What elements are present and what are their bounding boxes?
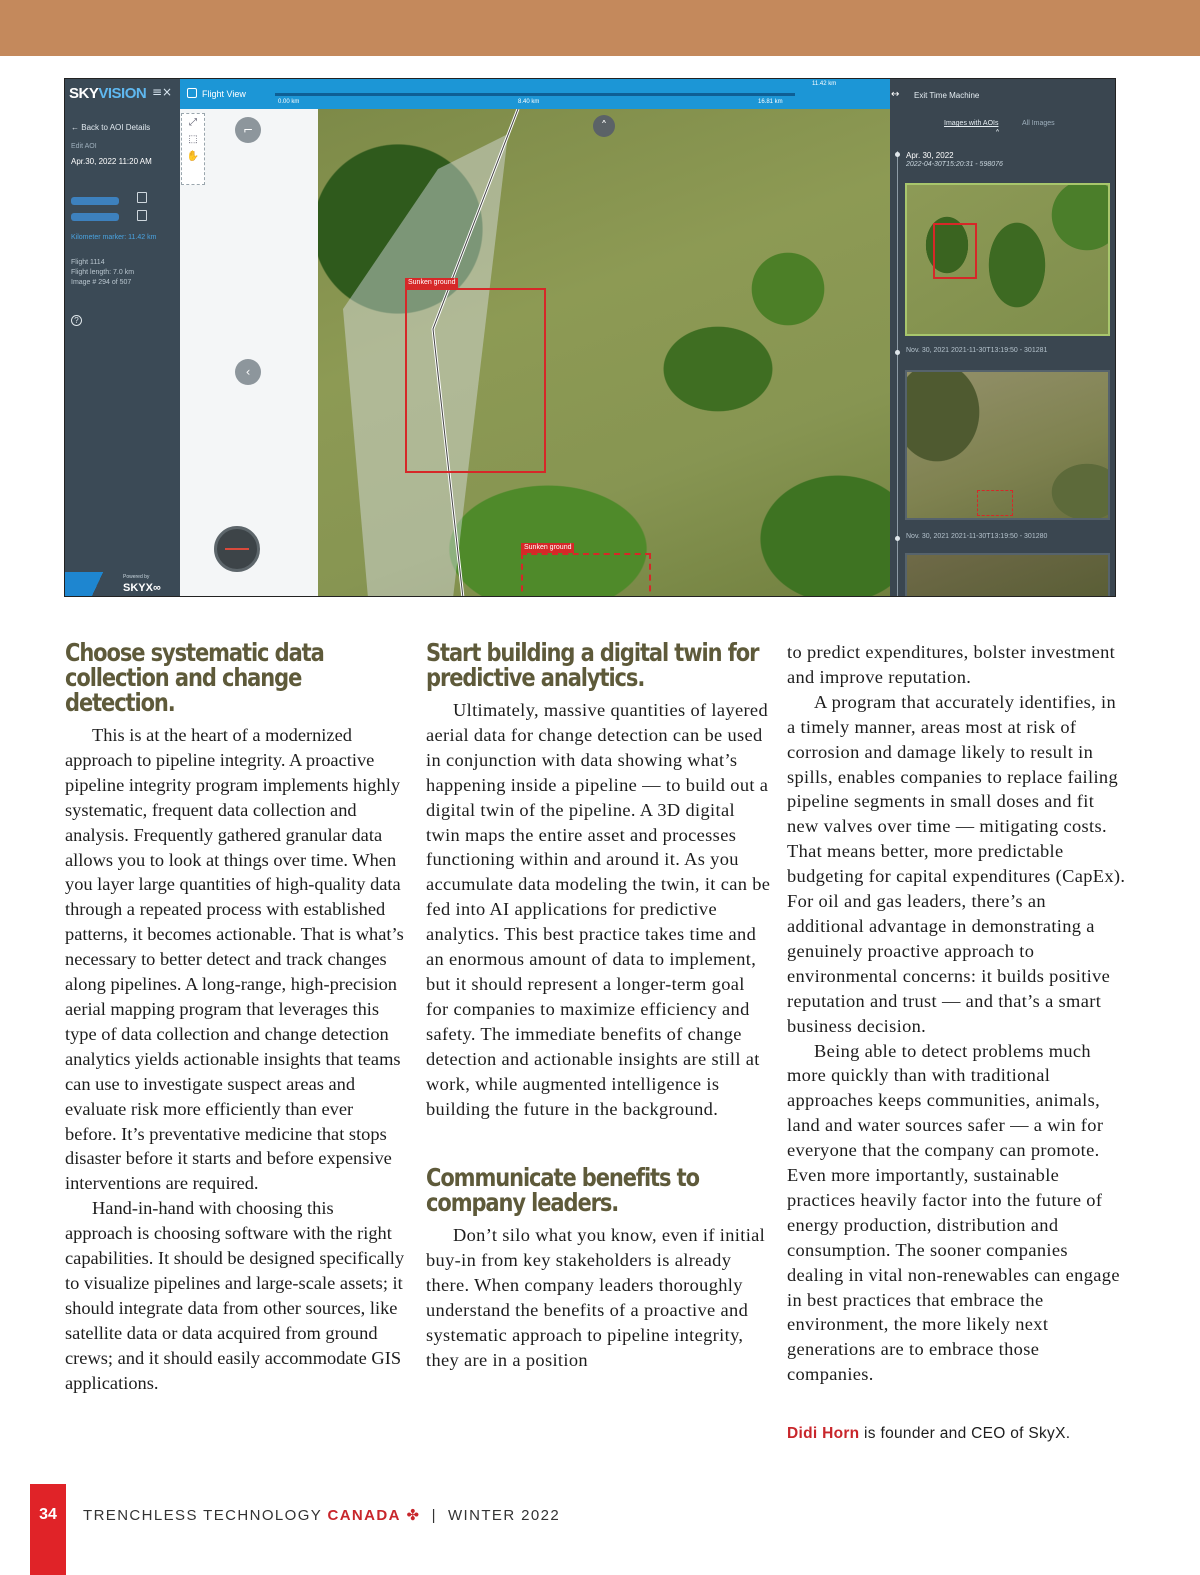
page-number-bar bbox=[30, 1484, 66, 1575]
paragraph: Hand-in-hand with choosing this approach is choosing software with the right capabilities. It should be designed specifically to visualize pipelines and large-scale assets; it should integrate data from other sources, like satellite data or data acquired from ground crews; and it should easily accommodate GIS applications. bbox=[65, 1198, 405, 1393]
copy-icon[interactable] bbox=[137, 210, 147, 221]
help-icon[interactable]: ? bbox=[71, 315, 82, 326]
shot1-id: 2022-04-30T15:20:31 - 598076 bbox=[906, 161, 1003, 168]
fullscreen-icon[interactable]: ⤢ bbox=[189, 117, 197, 128]
aoi-tag-1: Sunken ground bbox=[405, 278, 458, 288]
top-color-band bbox=[0, 0, 1200, 56]
shot3-label: Nov. 30, 2021 2021-11-30T13:19:50 - 301280 bbox=[906, 533, 1048, 540]
resize-arrows-icon[interactable]: ↔ bbox=[891, 89, 900, 100]
flight-id: Flight 1114 bbox=[71, 259, 105, 266]
paragraph: to predict expenditures, bolster investment and improve reputation. bbox=[787, 642, 1116, 687]
skyvision-screenshot bbox=[64, 78, 1116, 597]
article-column-3 bbox=[787, 640, 1127, 1443]
section-heading: Choose systematic data collection and change detection. bbox=[65, 638, 324, 717]
flight-view-checkbox[interactable] bbox=[187, 88, 197, 98]
rotate-icon[interactable]: ⌐ bbox=[235, 117, 261, 143]
paragraph: Ultimately, massive quantities of layered aerial data for change detection can be used in conjunction with data showing what’s happening inside a pipeline — to build out a digital twin of the pipeline. A 3D digital twin maps the entire asset and processes functioning within and around it. As you accumulate data modeling the twin, it can be fed into AI applications for predictive analytics. This best practice takes time and an enormous amount of data to implement, but it should represent a longer-term goal for companies to maximize efficiency and safety. The immediate benefits of change detection and actionable insights are still at work, while augmented intelligence is building the future in the background. bbox=[426, 700, 771, 1119]
app-sidebar bbox=[65, 79, 180, 597]
aoi-box-1[interactable] bbox=[405, 288, 546, 473]
redacted-field bbox=[71, 213, 119, 221]
paragraph: Don’t silo what you know, even if initial buy-in from key stakeholders is already there. When company leaders thoroughly understand the benefits of a proactive and systematic approach to pipeline integrity, they are in a position bbox=[426, 1225, 766, 1370]
article-column-1 bbox=[65, 640, 405, 1395]
section-heading: Communicate benefits to company leaders. bbox=[426, 1163, 699, 1218]
compass-icon[interactable] bbox=[214, 526, 260, 572]
aoi-box-2[interactable] bbox=[521, 553, 651, 597]
shot1-date: Apr. 30, 2022 bbox=[906, 151, 954, 160]
thumb-aoi-box bbox=[977, 490, 1013, 516]
paragraph: Being able to detect problems much more quickly than with traditional approaches keeps communities, animals, land and water sources safer — a win for everyone that the company can promote. Even more importantly, sustainable practices heavily factor into the future of energy production, distribution and consumption. The sooner companies dealing in vital non-renewables can engage in best practices that embrace the environment, the more likely next generations are to embrace those companies. bbox=[787, 1040, 1120, 1385]
km-marker-flag: 11.42 km bbox=[812, 81, 837, 87]
aoi-tag-2: Sunken ground bbox=[521, 543, 574, 553]
magazine-name: TRENCHLESS TECHNOLOGY bbox=[83, 1507, 328, 1524]
section-heading: Start building a digital twin for predictive analytics. bbox=[426, 638, 759, 692]
maple-leaf-icon: ✤ bbox=[406, 1507, 421, 1524]
paragraph: This is at the heart of a modernized approach to pipeline integrity. A proactive pipeline integrity program implements highly systematic, frequent data collection and analysis. Frequently gathered granular data allows you to look at things over time. When you layer large quantities of high-quality data through a repeated process with established patterns, it becomes actionable. That is what’s necessary to better detect and track changes along pipelines. A long-range, high-precision aerial mapping program that leverages this type of data collection and change detection analytics yields actionable insights that teams can use to investigate suspect areas and evaluate risk more efficiently than ever before. It’s preventative medicine that stops disaster before it starts and before expensive interventions are required. bbox=[65, 725, 404, 1194]
tab-all-images[interactable]: All Images bbox=[1022, 120, 1055, 127]
timeline-dot bbox=[895, 350, 900, 355]
exit-time-machine-button[interactable]: Exit Time Machine bbox=[914, 91, 980, 100]
running-footer bbox=[83, 1506, 560, 1524]
shot1-thumbnail[interactable] bbox=[905, 183, 1110, 336]
km-start: 0.00 km bbox=[278, 99, 300, 105]
time-machine-panel bbox=[890, 79, 1116, 597]
previous-image-icon[interactable]: ‹ bbox=[235, 359, 261, 385]
pan-hand-icon[interactable]: ✋ bbox=[186, 151, 200, 162]
collapse-caret-icon[interactable]: ˄ bbox=[995, 129, 1000, 140]
image-count: Image # 294 of 507 bbox=[71, 279, 132, 286]
page-number: 34 bbox=[39, 1506, 57, 1523]
timeline-line bbox=[897, 151, 898, 596]
paragraph: A program that accurately identifies, in a timely manner, areas most at risk of corrosion and damage likely to result in spills, enables companies to replace failing pipeline segments in small doses and fit new valves over time — mitigating costs. That means better, more predictable budgeting for capital expenditures (CapEx). For oil and gas leaders, there’s an additional advantage in demonstrating a genuinely proactive approach to environmental concerns: it builds positive reputation and trust — and that’s a smart business decision. bbox=[787, 691, 1126, 1036]
km-mid: 8.40 km bbox=[518, 99, 540, 105]
tab-images-with-aois[interactable]: Images with AOIs bbox=[944, 120, 999, 127]
km-end: 16.81 km bbox=[758, 99, 783, 105]
edit-aoi-link[interactable]: Edit AOI bbox=[71, 143, 97, 150]
powered-by-badge: Powered by SKYX∞ bbox=[65, 572, 180, 597]
kilometer-marker: Kilometer marker: 11.42 km bbox=[71, 234, 157, 241]
footer-separator: | bbox=[431, 1507, 437, 1524]
flight-track-slider[interactable] bbox=[275, 93, 795, 96]
map-toolbox bbox=[181, 113, 205, 185]
author-bio: is founder and CEO of SkyX. bbox=[859, 1425, 1071, 1443]
shot2-label: Nov. 30, 2021 2021-11-30T13:19:50 - 301281 bbox=[906, 347, 1048, 354]
copy-icon[interactable] bbox=[137, 192, 147, 203]
redacted-field bbox=[71, 197, 119, 205]
flight-view-bar bbox=[180, 79, 890, 109]
author-name: Didi Horn bbox=[787, 1425, 860, 1443]
thumb-aoi-box bbox=[933, 223, 977, 279]
flight-length: Flight length: 7.0 km bbox=[71, 269, 135, 276]
flight-view-label: Flight View bbox=[202, 89, 246, 99]
article-column-2 bbox=[426, 640, 771, 1373]
author-byline bbox=[787, 1425, 1127, 1443]
back-to-aoi-link[interactable]: ← Back to AOI Details bbox=[71, 123, 151, 132]
magazine-country: CANADA bbox=[327, 1507, 401, 1524]
menu-icon[interactable]: ≡× bbox=[152, 85, 173, 99]
shot2-thumbnail[interactable] bbox=[905, 370, 1110, 520]
shot3-thumbnail[interactable] bbox=[905, 553, 1110, 597]
collapse-up-icon[interactable]: ˄ bbox=[593, 115, 615, 137]
timeline-dot bbox=[895, 536, 900, 541]
aoi-date: Apr.30, 2022 11:20 AM bbox=[71, 157, 152, 166]
issue-label: WINTER 2022 bbox=[448, 1507, 561, 1524]
aerial-map[interactable] bbox=[318, 109, 890, 597]
select-area-icon[interactable]: ⬚ bbox=[188, 134, 198, 145]
timeline-dot bbox=[895, 152, 900, 157]
skyvision-logo: SKYVISION bbox=[69, 85, 147, 102]
map-overlay bbox=[318, 109, 890, 597]
